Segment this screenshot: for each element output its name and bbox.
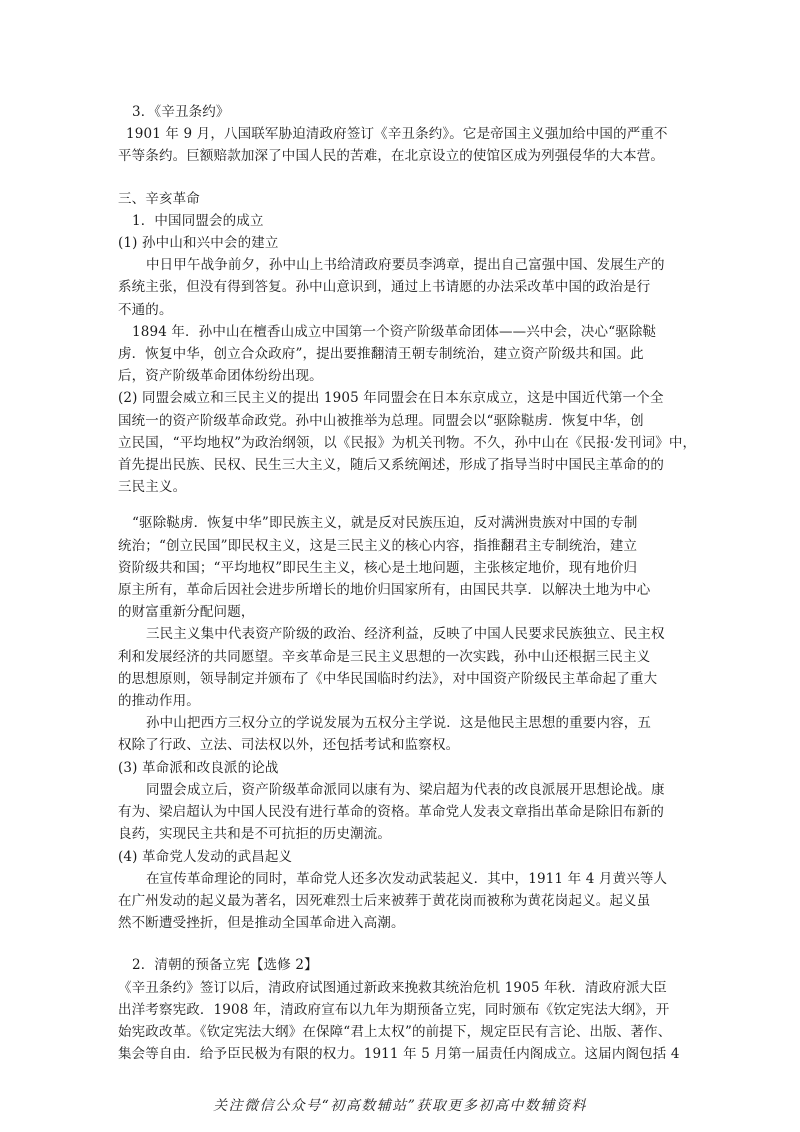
document-body (118, 101, 697, 1065)
paragraph-line: 利和发展经济的共同愿望。辛亥革命是三民主义思想的一次实践，孙中山还根据三民主义 (118, 648, 651, 665)
paragraph-line: 然不断遭受挫折，但是推动全国革命进入高潮。 (118, 915, 405, 932)
paragraph-line: 集会等自由．给予臣民极为有限的权力。1911 年 5 月第一届责任内阁成立。这届内阁包括 4 (118, 1046, 680, 1063)
paragraph-line: 中日甲午战争前夕，孙中山上书给清政府要员李鸿章，提出自己富强中国、发展生产的 (146, 257, 665, 274)
paragraph-line: 三民主义集中代表资产阶级的政治、经济利益，反映了中国人民要求民族独立、民主权 (146, 626, 665, 643)
paragraph-line: 始宪政改革。《钦定宪法大纲》在保障“君上太权”的前提下，规定臣民有言论、出版、著作、 (118, 1023, 672, 1040)
paragraph-line: 有为、梁启超认为中国人民没有进行革命的资格。革命党人发表文章指出革命是除旧布新的 (118, 804, 664, 821)
paragraph-line: 在宣传革命理论的同时，革命党人还多次发动武装起义．其中，1911 年 4 月黄兴等人 (146, 870, 668, 887)
paragraph-line: 1894 年．孙中山在檀香山成立中国第一个资产阶级革命团体——兴中会，决心“驱除鞑 (132, 323, 657, 340)
paragraph-line: “驱除鞑虏．恢复中华”即民族主义，就是反对民族压迫，反对满洲贵族对中国的专制 (132, 515, 638, 532)
paragraph-line: 1901 年 9 月，八国联军胁迫清政府签订《辛丑条约》。它是帝国主义强加给中国的严重不 (126, 126, 668, 143)
paragraph-line: 在广州发动的起义最为著名，因死难烈士后来被葬于黄花岗而被称为黄花岗起义。起义虽 (118, 892, 651, 909)
section-heading: 1．中国同盟会的成立 (132, 212, 264, 229)
paragraph-line: 同盟会成立后，资产阶级革命派同以康有为、梁启超为代表的改良派展开思想论战。康 (146, 781, 665, 798)
item-heading: (1) 孙中山和兴中会的建立 (118, 235, 279, 252)
section-heading: 3．《辛丑条约》 (132, 104, 230, 120)
paragraph-line: 资阶级共和国；“平均地权”即民生主义，核心是土地问题，主张核定地价，现有地价归 (118, 559, 638, 576)
item-heading: (4) 革命党人发动的武昌起义 (118, 848, 293, 865)
paragraph-line: 立民国，“平均地权”为政治纲领，以《民报》为机关刊物。不久，孙中山在《民报·发刊词》中， (118, 434, 697, 451)
paragraph-line: 的推动作用。 (118, 693, 200, 710)
paragraph-line: 的财富重新分配问题， (118, 604, 255, 621)
paragraph-line: 后，资产阶级革命团体纷纷出现。 (118, 368, 323, 385)
paragraph-line: 《辛丑条约》签订以后，清政府试图通过新政来挽救其统治危机 1905 年秋．清政府派大臣 (118, 979, 667, 996)
paragraph-line: 虏．恢复中华，创立合众政府”，提出要推翻清王朝专制统治，建立资产阶级共和国。此 (118, 346, 644, 363)
part-heading: 三、辛亥革命 (118, 190, 200, 207)
paragraph-line: 首先提出民族、民权、民生三大主义，随后又系统阐述，形成了指导当时中国民主革命的的 (118, 457, 664, 474)
footer-promo-text: 关注微信公众号“初高数辅站”获取更多初高中数辅资料 (213, 1098, 587, 1114)
paragraph-line: 三民主义。 (118, 479, 187, 496)
item-heading: (3) 革命派和改良派的论战 (118, 759, 279, 776)
paragraph-line: 良药，实现民主共和是不可抗拒的历史潮流。 (118, 826, 391, 843)
paragraph-line: 的思想原则，领导制定并颁布了《中华民国临时约法》，对中国资产阶级民主革命起了重大 (118, 670, 658, 687)
paragraph-line: 平等条约。巨额赔款加深了中国人民的苦难，在北京设立的使馆区成为列强侵华的大本营。 (118, 148, 664, 165)
section-heading: 2．清朝的预备立宪【选修 2】 (132, 957, 318, 974)
paragraph-line: 国统一的资产阶级革命政党。孙中山被推举为总理。同盟会以“驱除鞑虏．恢复中华，创 (118, 412, 644, 429)
paragraph-line: 系统主张，但没有得到答复。孙中山意识到，通过上书请愿的办法采改革中国的政治是行 (118, 279, 651, 296)
paragraph-line: 原主所有，革命后因社会进步所增长的地价归国家所有，由国民共享．以解决土地为中心 (118, 582, 651, 599)
paragraph-line: 统治；“创立民国”即民权主义，这是三民主义的核心内容，指推翻君主专制统治，建立 (118, 537, 638, 554)
paragraph-line: 不通的。 (118, 301, 173, 318)
paragraph-line: 出洋考察宪政．1908 年，清政府宣布以九年为期预备立宪，同时颁布《钦定宪法大纲》，开 (118, 1001, 670, 1018)
paragraph-line: 权除了行政、立法、司法权以外，还包括考试和监察权。 (118, 737, 460, 754)
paragraph-line: (2) 同盟会威立和三民主义的提出 1905 年同盟会在日本东京成立，这是中国近代第一个全 (118, 390, 664, 407)
paragraph-line: 孙中山把西方三权分立的学说发展为五权分主学说．这是他民主思想的重要内容，五 (146, 715, 652, 732)
